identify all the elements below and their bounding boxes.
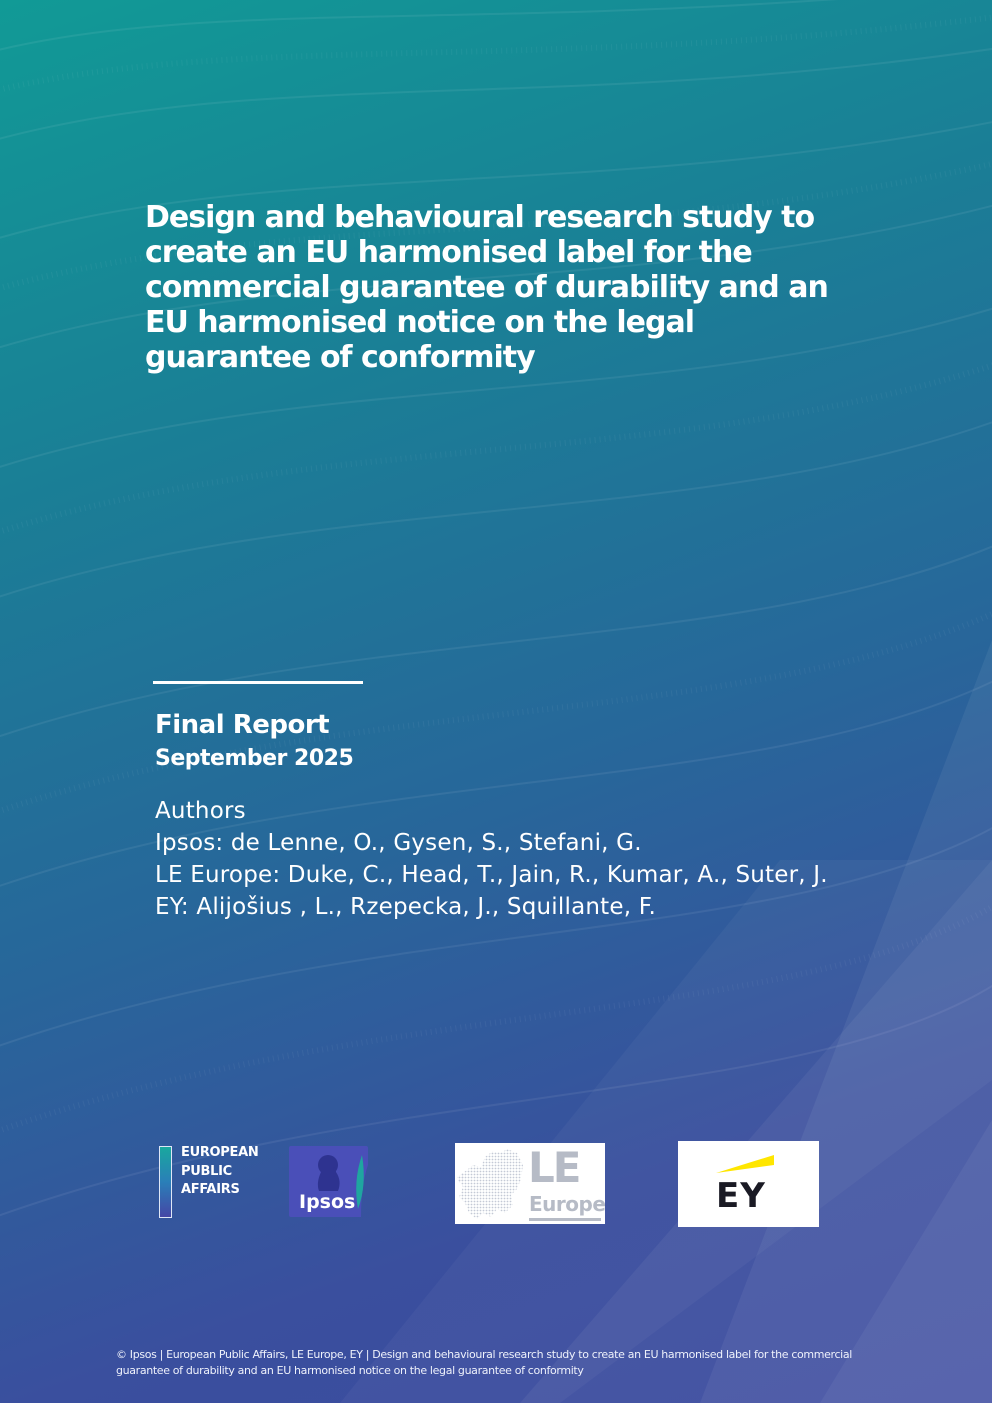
european-public-affairs-logo xyxy=(159,1144,269,1220)
epa-wordmark xyxy=(181,1144,258,1200)
ey-wordmark: EY xyxy=(716,1176,766,1216)
le-underline xyxy=(529,1218,601,1221)
report-title: Design and behavioural research study to create an EU harmonised label for the commercial guarantee of durability and an EU harmonised notice on the legal guarantee of conformity xyxy=(145,200,828,375)
footer-copyright: © Ipsos | European Public Affairs, LE Europe, EY | Design and behavioural research study to create an EU harmonised label for the commercial guarantee of durability and an EU harmonised notice on the legal guarantee of conformity xyxy=(116,1348,852,1377)
report-date: September 2025 xyxy=(155,746,354,771)
title-divider xyxy=(153,681,363,684)
authors-block xyxy=(155,795,828,923)
report-type: Final Report xyxy=(155,710,330,740)
ey-logo xyxy=(678,1141,819,1227)
author-line-ipsos: Ipsos: de Lenne, O., Gysen, S., Stefani, G. xyxy=(155,830,642,856)
europe-map-icon xyxy=(455,1143,525,1224)
le-europe-logo xyxy=(455,1143,605,1224)
authors-heading: Authors xyxy=(155,798,246,824)
le-letters: LE xyxy=(528,1143,580,1192)
author-line-le-europe: LE Europe: Duke, C., Head, T., Jain, R., Kumar, A., Suter, J. xyxy=(155,862,828,888)
le-europe-wordmark: Europe xyxy=(529,1192,605,1216)
author-line-ey: EY: Alijošius , L., Rzepecka, J., Squillante, F. xyxy=(155,894,656,920)
epa-line-2: PUBLIC xyxy=(181,1163,232,1179)
ipsos-logo xyxy=(289,1145,368,1218)
ipsos-wordmark: Ipsos xyxy=(299,1191,356,1213)
epa-line-3: AFFAIRS xyxy=(181,1182,240,1197)
epa-gradient-bar xyxy=(159,1146,172,1218)
epa-line-1: EUROPEAN xyxy=(181,1145,259,1160)
